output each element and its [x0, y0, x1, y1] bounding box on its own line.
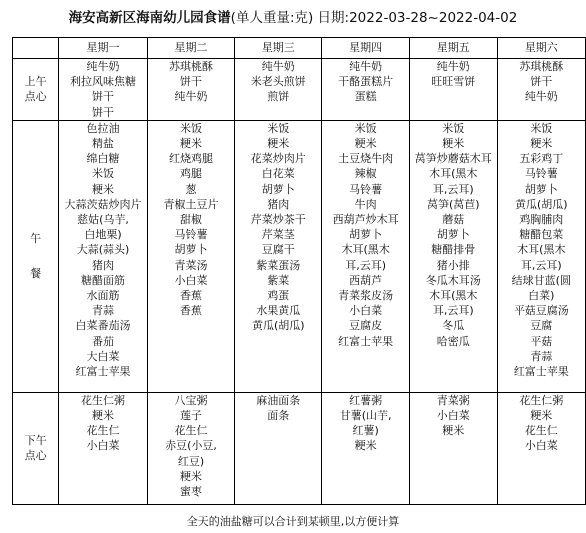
- menu-cell: [147, 59, 234, 121]
- menu-item: 青菜粥: [436, 393, 470, 407]
- menu-item: 红薯): [352, 424, 379, 438]
- menu-cell: [322, 120, 410, 392]
- day-header: 星期六: [497, 38, 585, 59]
- menu-item: 青椒土豆片: [163, 197, 219, 211]
- menu-item: 紫菜蛋汤: [256, 258, 301, 272]
- menu-item: 白地栗): [84, 228, 122, 242]
- menu-item: 青蒜: [92, 304, 115, 318]
- menu-item: 花生仁粥: [81, 393, 126, 407]
- menu-item: 白菜): [528, 289, 555, 303]
- menu-item: 大蒜(蒜头): [76, 243, 130, 257]
- menu-item: 马铃薯: [349, 182, 383, 196]
- menu-item: 芹菜炒茶干: [250, 213, 306, 227]
- menu-item: 猪小排: [436, 258, 470, 272]
- menu-cell: [59, 392, 148, 504]
- menu-item: 蛋糕: [354, 90, 377, 104]
- menu-item: 粳米: [530, 409, 553, 423]
- menu-cell: [322, 59, 410, 121]
- menu-item: 红薯粥: [349, 393, 383, 407]
- menu-item: 粳米: [92, 182, 115, 196]
- menu-item: 蜜枣: [180, 485, 203, 499]
- menu-item: 色拉油: [86, 121, 120, 135]
- menu-cell: [59, 120, 148, 392]
- menu-item: 水果黄瓜: [256, 304, 301, 318]
- menu-cell: [235, 392, 322, 504]
- menu-item: 花生仁粥: [519, 393, 564, 407]
- meal-label: [13, 120, 59, 392]
- meal-label-line: 餐: [30, 267, 42, 281]
- menu-item: 纯牛奶: [524, 90, 558, 104]
- menu-item: 米饭: [530, 121, 553, 135]
- menu-item: 大蒜茨菇炒肉片: [64, 197, 142, 211]
- menu-table: [12, 37, 586, 505]
- menu-item: 豆腐皮: [349, 319, 383, 333]
- menu-item: 水面筋: [86, 289, 120, 303]
- menu-item: 粳米: [354, 137, 377, 151]
- day-header: 星期三: [235, 38, 322, 59]
- menu-item: 香蕉: [180, 304, 203, 318]
- menu-item: 米饭: [442, 121, 465, 135]
- menu-item: 红富士苹果: [338, 334, 394, 348]
- menu-item: 鸡胸脯肉: [519, 213, 564, 227]
- menu-item: 八宝粥: [174, 393, 208, 407]
- meal-row: [13, 120, 586, 392]
- menu-item: 牛肉: [354, 197, 377, 211]
- footer-note: 全天的油盐糖可以合计到某顿里,以方便计算: [186, 515, 400, 528]
- menu-item: 耳,云耳): [520, 258, 562, 272]
- menu-item: 粳米: [354, 439, 377, 453]
- menu-item: 冬瓜木耳汤: [425, 273, 481, 287]
- menu-item: 紫菜: [267, 273, 290, 287]
- menu-item: 辣椒: [354, 167, 377, 181]
- menu-item: 哈密瓜: [436, 334, 470, 348]
- day-header: 星期一: [59, 38, 148, 59]
- page-title: [0, 6, 586, 26]
- menu-item: 饼干: [530, 75, 553, 89]
- menu-item: 红富士苹果: [513, 365, 569, 379]
- menu-item: 饼干: [92, 105, 115, 119]
- menu-item: 红富士苹果: [75, 365, 131, 379]
- menu-item: 糖醋排骨: [431, 243, 476, 257]
- menu-item: 小白菜: [86, 439, 120, 453]
- menu-item: 绵白糖: [86, 152, 120, 166]
- menu-item: 粳米: [442, 424, 465, 438]
- menu-item: 小白菜: [349, 304, 383, 318]
- menu-item: 糖醋面筋: [81, 273, 126, 287]
- meal-label: [13, 392, 59, 504]
- menu-cell: [409, 120, 497, 392]
- menu-item: 花菜炒肉片: [250, 152, 306, 166]
- day-header: 星期二: [147, 38, 234, 59]
- menu-item: 胡萝卜: [174, 243, 208, 257]
- meal-label: [13, 59, 59, 121]
- menu-item: 粳米: [180, 137, 203, 151]
- menu-cell: [235, 120, 322, 392]
- menu-item: 木耳(黑木: [341, 243, 390, 257]
- menu-item: 米饭: [180, 121, 203, 135]
- menu-item: 马铃薯: [174, 228, 208, 242]
- menu-item: 米饭: [267, 121, 290, 135]
- menu-item: 面条: [267, 409, 290, 423]
- menu-item: 耳,云耳): [432, 182, 474, 196]
- menu-item: 鸡蛋: [267, 289, 290, 303]
- menu-item: 冬瓜: [442, 319, 465, 333]
- menu-cell: [235, 59, 322, 121]
- meal-label-line: 点心: [24, 449, 47, 463]
- menu-item: 耳,云耳): [432, 304, 474, 318]
- menu-item: 平菇: [530, 334, 553, 348]
- menu-item: 粳米: [180, 469, 203, 483]
- menu-item: 胡萝卜: [349, 228, 383, 242]
- menu-item: 饼干: [92, 90, 115, 104]
- menu-item: 小白菜: [174, 273, 208, 287]
- menu-cell: [147, 392, 234, 504]
- meal-row: [13, 59, 586, 121]
- menu-item: 苏琪桃酥: [169, 60, 214, 73]
- menu-item: 葱: [185, 182, 197, 196]
- menu-item: 红烧鸡腿: [169, 152, 214, 166]
- menu-item: 番茄: [92, 334, 115, 348]
- menu-item: 莴笋炒蘑菇木耳: [414, 152, 492, 166]
- menu-item: 纯牛奶: [261, 60, 295, 73]
- menu-item: 青蒜: [530, 349, 553, 363]
- menu-item: 花生仁: [524, 424, 558, 438]
- menu-item: 米饭: [354, 121, 377, 135]
- menu-item: 西葫芦: [349, 273, 383, 287]
- menu-item: 白菜番茄汤: [75, 319, 131, 333]
- menu-item: 胡萝卜: [524, 182, 558, 196]
- menu-item: 豆腐干: [261, 243, 295, 257]
- menu-item: 苏琪桃酥: [519, 60, 564, 73]
- menu-item: 纯牛奶: [174, 90, 208, 104]
- menu-item: 白花菜: [261, 167, 295, 181]
- menu-item: 木耳(黑木: [429, 289, 478, 303]
- menu-item: 甘薯(山芋,: [339, 409, 392, 423]
- menu-item: 结球甘蓝(圆: [511, 273, 571, 287]
- menu-item: 饼干: [180, 75, 203, 89]
- menu-item: 黄瓜(胡瓜): [515, 197, 568, 211]
- menu-item: 耳,云耳): [345, 258, 387, 272]
- meal-row: [13, 392, 586, 504]
- menu-item: 粳米: [442, 137, 465, 151]
- menu-item: 木耳(黑木: [429, 167, 478, 181]
- menu-item: 青菜汤: [174, 258, 208, 272]
- menu-cell: [409, 392, 497, 504]
- menu-item: 香蕉: [180, 289, 203, 303]
- menu-item: 粳米: [530, 137, 553, 151]
- menu-item: 米饭: [92, 167, 115, 181]
- meal-label-line: 上午: [24, 75, 47, 89]
- menu-item: 红豆): [177, 454, 205, 468]
- menu-item: 胡萝卜: [261, 182, 295, 196]
- menu-item: 土豆烧牛肉: [338, 152, 394, 166]
- menu-item: 利拉风味焦糖: [70, 75, 137, 89]
- menu-item: 豆腐: [530, 319, 553, 333]
- menu-item: 小白菜: [436, 409, 470, 423]
- menu-item: 莲子: [180, 409, 203, 423]
- menu-item: 木耳(黑木: [517, 243, 566, 257]
- menu-item: 旺旺雪饼: [431, 75, 476, 89]
- menu-item: 黄瓜(胡瓜): [251, 319, 305, 333]
- menu-item: 胡萝卜: [436, 228, 470, 242]
- day-header: 星期四: [322, 38, 410, 59]
- menu-item: 猪肉: [92, 258, 115, 272]
- menu-cell: [497, 59, 585, 121]
- menu-item: 花生仁: [174, 424, 208, 438]
- menu-item: 马铃薯: [524, 167, 558, 181]
- menu-item: 麻油面条: [256, 393, 301, 407]
- menu-item: 糖醋包菜: [519, 228, 564, 242]
- menu-item: 赤豆(小豆,: [165, 439, 217, 453]
- menu-item: 慈姑(乌芋,: [77, 213, 129, 227]
- menu-item: 精盐: [92, 137, 115, 151]
- menu-item: 甜椒: [180, 213, 203, 227]
- menu-item: 猪肉: [267, 197, 290, 211]
- menu-item: 米老头煎饼: [250, 75, 306, 89]
- menu-item: 莴笋(莴苣): [426, 197, 480, 211]
- menu-cell: [59, 59, 148, 121]
- menu-item: 粳米: [92, 409, 115, 423]
- menu-item: 西葫芦炒木耳: [332, 213, 399, 227]
- title-school: 海安高新区海南幼儿园食谱: [68, 10, 231, 26]
- menu-item: 粳米: [267, 137, 290, 151]
- menu-item: 纯牛奶: [86, 60, 120, 73]
- menu-item: 芹菜茎: [261, 228, 295, 242]
- menu-item: 五彩鸡丁: [519, 152, 564, 166]
- menu-item: 蘑菇: [442, 213, 465, 227]
- menu-item: 煎饼: [267, 90, 290, 104]
- menu-item: 纯牛奶: [349, 60, 383, 73]
- menu-item: 干酪蛋糕片: [338, 75, 394, 89]
- meal-label-line: 下午: [24, 434, 47, 448]
- day-header: 星期五: [409, 38, 497, 59]
- title-rest: (单人重量:克) 日期:2022-03-28~2022-04-02: [230, 10, 518, 26]
- menu-item: 鸡腿: [180, 167, 203, 181]
- header-row: [13, 38, 586, 59]
- menu-item: 纯牛奶: [436, 60, 470, 73]
- menu-cell: [409, 59, 497, 121]
- meal-label-line: 点心: [24, 90, 47, 104]
- corner-cell: [13, 38, 59, 59]
- menu-cell: [497, 392, 585, 504]
- menu-item: 平菇豆腐汤: [513, 304, 569, 318]
- menu-item: 青菜浆皮汤: [338, 289, 394, 303]
- menu-item: 小白菜: [524, 439, 558, 453]
- menu-cell: [497, 120, 585, 392]
- menu-cell: [322, 392, 410, 504]
- menu-cell: [147, 120, 234, 392]
- menu-item: 大白菜: [86, 349, 120, 363]
- meal-label-line: 午: [30, 232, 42, 246]
- menu-item: 花生仁: [86, 424, 120, 438]
